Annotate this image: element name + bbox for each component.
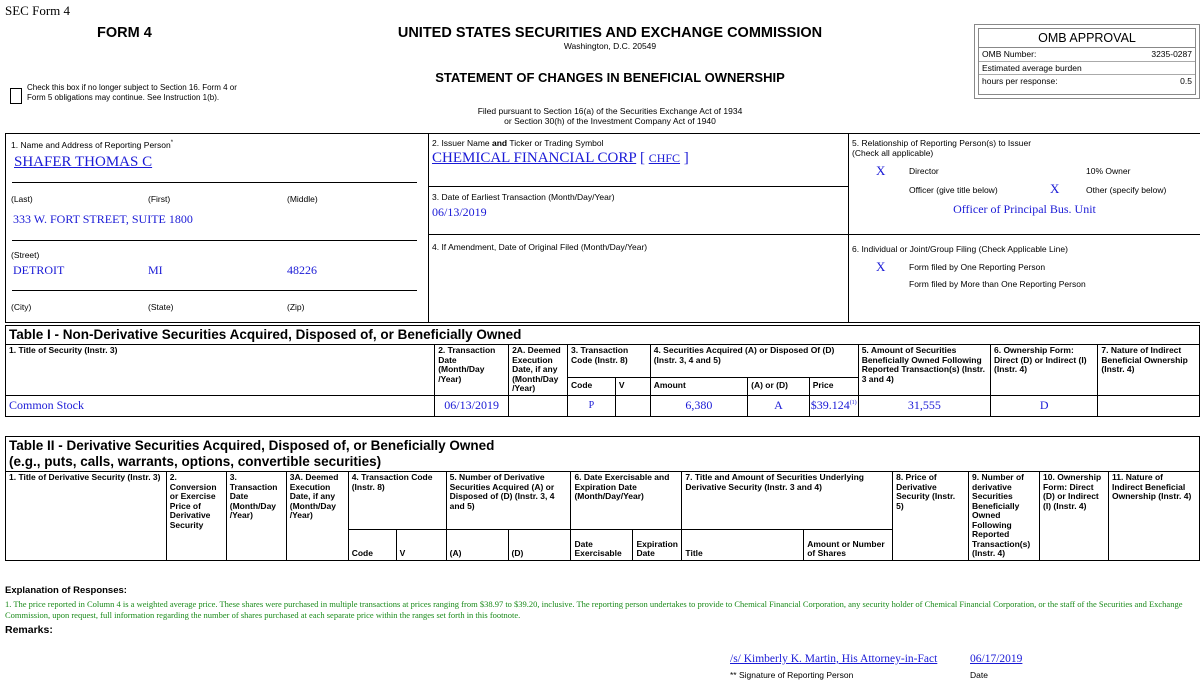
other-label: Other (specify below) [1086, 185, 1167, 195]
table-1-non-derivative [5, 325, 1200, 417]
last-label: (Last) [11, 194, 33, 204]
zip-value: 48226 [287, 263, 317, 277]
box3-label: 3. Date of Earliest Transaction (Month/Day/Year) [432, 192, 615, 202]
omb-title: OMB APPROVAL [979, 29, 1195, 48]
reporting-person-name-link[interactable]: SHAFER THOMAS C [14, 154, 153, 170]
t1-price-cell [809, 395, 858, 416]
t2-h-price: 8. Price of Derivative Security (Instr. 5) [893, 472, 969, 561]
issuer-line: CHEMICAL FINANCIAL CORP [ CHFC ] [432, 150, 689, 166]
zip-label: (Zip) [287, 302, 305, 312]
omb-approval-box [974, 24, 1200, 99]
box4-label: 4. If Amendment, Date of Original Filed (Month/Day/Year) [432, 242, 648, 252]
no-longer-subject-checkbox[interactable] [10, 88, 22, 104]
t2-h-v-sub: V [396, 529, 446, 560]
t1-h-v-sub: V [615, 377, 650, 395]
t2-h-deemed: 3A. Deemed Execution Date, if any (Month/Day /Year) [286, 472, 348, 561]
signature-label: ** Signature of Reporting Person [730, 670, 854, 680]
t2-h-exercisable-sub: Date Exercisable [571, 529, 633, 560]
t1-h-code: 3. Transaction Code (Instr. 8) [568, 345, 651, 378]
table-2-derivative [5, 436, 1200, 561]
box2-label: 2. Issuer Name and Ticker or Trading Symbol [432, 138, 604, 148]
omb-hours-label: hours per response: [982, 76, 1058, 86]
t1-h-code-sub: Code [568, 377, 616, 395]
ten-pct-owner-label: 10% Owner [1086, 166, 1131, 176]
box5-label1: 5. Relationship of Reporting Person(s) to Issuer [852, 138, 1032, 148]
t2-h-d-sub: (D) [508, 529, 571, 560]
street-label: (Street) [11, 250, 40, 260]
t1-h-title: 1. Title of Security (Instr. 3) [6, 345, 435, 396]
table-row [6, 395, 1200, 416]
city-value: DETROIT [13, 263, 65, 277]
one-person-mark: X [876, 259, 886, 274]
t1-h-deemed: 2A. Deemed Execution Date, if any (Month/Day /Year) [509, 345, 568, 396]
reporting-info-grid [5, 133, 1200, 323]
box1-label: 1. Name and Address of Reporting Person* [11, 139, 174, 150]
t1-h-amount-sub: Amount [650, 377, 747, 395]
t2-h-code: 4. Transaction Code (Instr. 8) [348, 472, 446, 530]
t1-h-aord-sub: (A) or (D) [748, 377, 810, 395]
date-label: Date [970, 670, 988, 680]
t2-h-a-sub: (A) [446, 529, 508, 560]
t2-h-number: 5. Number of Derivative Securities Acquired (A) or Disposed of (D) (Instr. 3, 4 and 5) [446, 472, 571, 530]
state-value: MI [148, 263, 163, 277]
t1-h-date: 2. Transaction Date (Month/Day /Year) [435, 345, 509, 396]
address-value: 333 W. FORT STREET, SUITE 1800 [13, 212, 193, 226]
t1-deemed-date [509, 395, 568, 416]
statement-title: STATEMENT OF CHANGES IN BENEFICIAL OWNERSHIP [435, 70, 785, 85]
other-mark: X [1050, 181, 1060, 196]
box6-label: 6. Individual or Joint/Group Filing (Check Applicable Line) [852, 244, 1068, 254]
filed-pursuant-line1: Filed pursuant to Section 16(a) of the Securities Exchange Act of 1934 [477, 106, 743, 116]
t2-h-code-sub: Code [348, 529, 396, 560]
t1-v [615, 395, 650, 416]
t1-amount: 6,380 [650, 395, 747, 416]
t1-security-title: Common Stock [6, 395, 435, 416]
ticker-link[interactable]: CHFC [648, 151, 681, 165]
t2-h-underlying: 7. Title and Amount of Securities Underlying Derivative Security (Instr. 3 and 4) [682, 472, 893, 530]
t2-h-date: 3. Transaction Date (Month/Day /Year) [226, 472, 286, 561]
omb-number-label: OMB Number: [982, 49, 1037, 59]
officer-title-value: Officer of Principal Bus. Unit [953, 202, 1096, 216]
omb-hours: 0.5 [1180, 76, 1192, 86]
explanation-heading: Explanation of Responses: [5, 585, 127, 596]
multiple-persons-label: Form filed by More than One Reporting Person [909, 279, 1086, 289]
table-2-caption-line1: Table II - Derivative Securities Acquired, Disposed of, or Beneficially Owned [9, 438, 495, 453]
t2-h-conversion: 2. Conversion or Exercise Price of Derivative Security [166, 472, 226, 561]
officer-label: Officer (give title below) [909, 185, 998, 195]
t1-h-nature: 7. Nature of Indirect Beneficial Ownership (Instr. 4) [1098, 345, 1200, 396]
t2-h-form: 10. Ownership Form: Direct (D) or Indirect (I) (Instr. 4) [1040, 472, 1109, 561]
table-2-caption [6, 437, 1200, 472]
form-title: FORM 4 [97, 25, 152, 41]
earliest-transaction-date: 06/13/2019 [432, 205, 487, 219]
state-label: (State) [148, 302, 174, 312]
t1-h-price-sub: Price [809, 377, 858, 395]
t1-price: $39.124 [810, 398, 850, 412]
box5-label2: (Check all applicable) [852, 148, 934, 158]
agency-city: Washington, D.C. 20549 [563, 41, 657, 51]
sec-form-label: SEC Form 4 [5, 3, 71, 18]
t2-h-amount-sub: Amount or Number of Shares [804, 529, 893, 560]
director-label: Director [909, 166, 939, 176]
t1-h-acquired: 4. Securities Acquired (A) or Disposed Of (D) (Instr. 3, 4 and 5) [650, 345, 858, 378]
t1-nature [1098, 395, 1200, 416]
one-person-label: Form filed by One Reporting Person [909, 262, 1046, 272]
t2-h-expiration-sub: Expiration Date [633, 529, 682, 560]
remarks-heading: Remarks: [5, 624, 53, 636]
t1-form: D [991, 395, 1098, 416]
t2-h-exercisable: 6. Date Exercisable and Expiration Date (Month/Day/Year) [571, 472, 682, 530]
t1-aord: A [748, 395, 810, 416]
t2-h-title: 1. Title of Derivative Security (Instr. 3) [6, 472, 167, 561]
t1-price-footnote[interactable]: (1) [849, 400, 857, 406]
t1-owned: 31,555 [858, 395, 990, 416]
t2-h-nature: 11. Nature of Indirect Beneficial Ownership (Instr. 4) [1108, 472, 1199, 561]
first-label: (First) [148, 194, 171, 204]
omb-number: 3235-0287 [1151, 49, 1192, 59]
t1-h-owned: 5. Amount of Securities Beneficially Owned Following Reported Transaction(s) (Instr. 3 and 4) [858, 345, 990, 396]
table-2-caption-line2: (e.g., puts, calls, warrants, options, convertible securities) [9, 454, 382, 469]
footnote-1: 1. The price reported in Column 4 is a weighted average price. These shares were purchased in multiple transactions at prices ranging from $38.97 to $39.20, inclusive. The reporting person undertakes to provide to Chemical Financial Corporation, any security holder of Chemical Financial Corporation, or the staff of the Securities and Exchange Commission, upon request, full information regarding the number of shares purchased at each separate price within the ranges set forth in this footnote. [5, 599, 1183, 620]
t1-h-form: 6. Ownership Form: Direct (D) or Indirect (I) (Instr. 4) [991, 345, 1098, 396]
issuer-name-link[interactable]: CHEMICAL FINANCIAL CORP [432, 150, 637, 166]
middle-label: (Middle) [287, 194, 318, 204]
director-mark: X [876, 163, 886, 178]
table-1-caption: Table I - Non-Derivative Securities Acquired, Disposed of, or Beneficially Owned [6, 326, 1200, 345]
t2-h-owned: 9. Number of derivative Securities Beneficially Owned Following Reported Transaction(s) (Instr. 4) [969, 472, 1040, 561]
signature-link[interactable]: /s/ Kimberly K. Martin, His Attorney-in-Fact [730, 653, 938, 665]
t1-transaction-date: 06/13/2019 [435, 395, 509, 416]
agency-name: UNITED STATES SECURITIES AND EXCHANGE COMMISSION [397, 25, 823, 41]
checkbox-instruction: Check this box if no longer subject to Section 16. Form 4 or Form 5 obligations may continue. See Instruction 1(b). [27, 83, 237, 102]
t1-code: P [568, 395, 616, 416]
city-label: (City) [11, 302, 32, 312]
omb-burden-label: Estimated average burden [982, 62, 1082, 73]
signature-date-link[interactable]: 06/17/2019 [970, 653, 1023, 665]
t2-h-title-sub: Title [682, 529, 804, 560]
filed-pursuant-line2: or Section 30(h) of the Investment Company Act of 1940 [504, 116, 716, 126]
